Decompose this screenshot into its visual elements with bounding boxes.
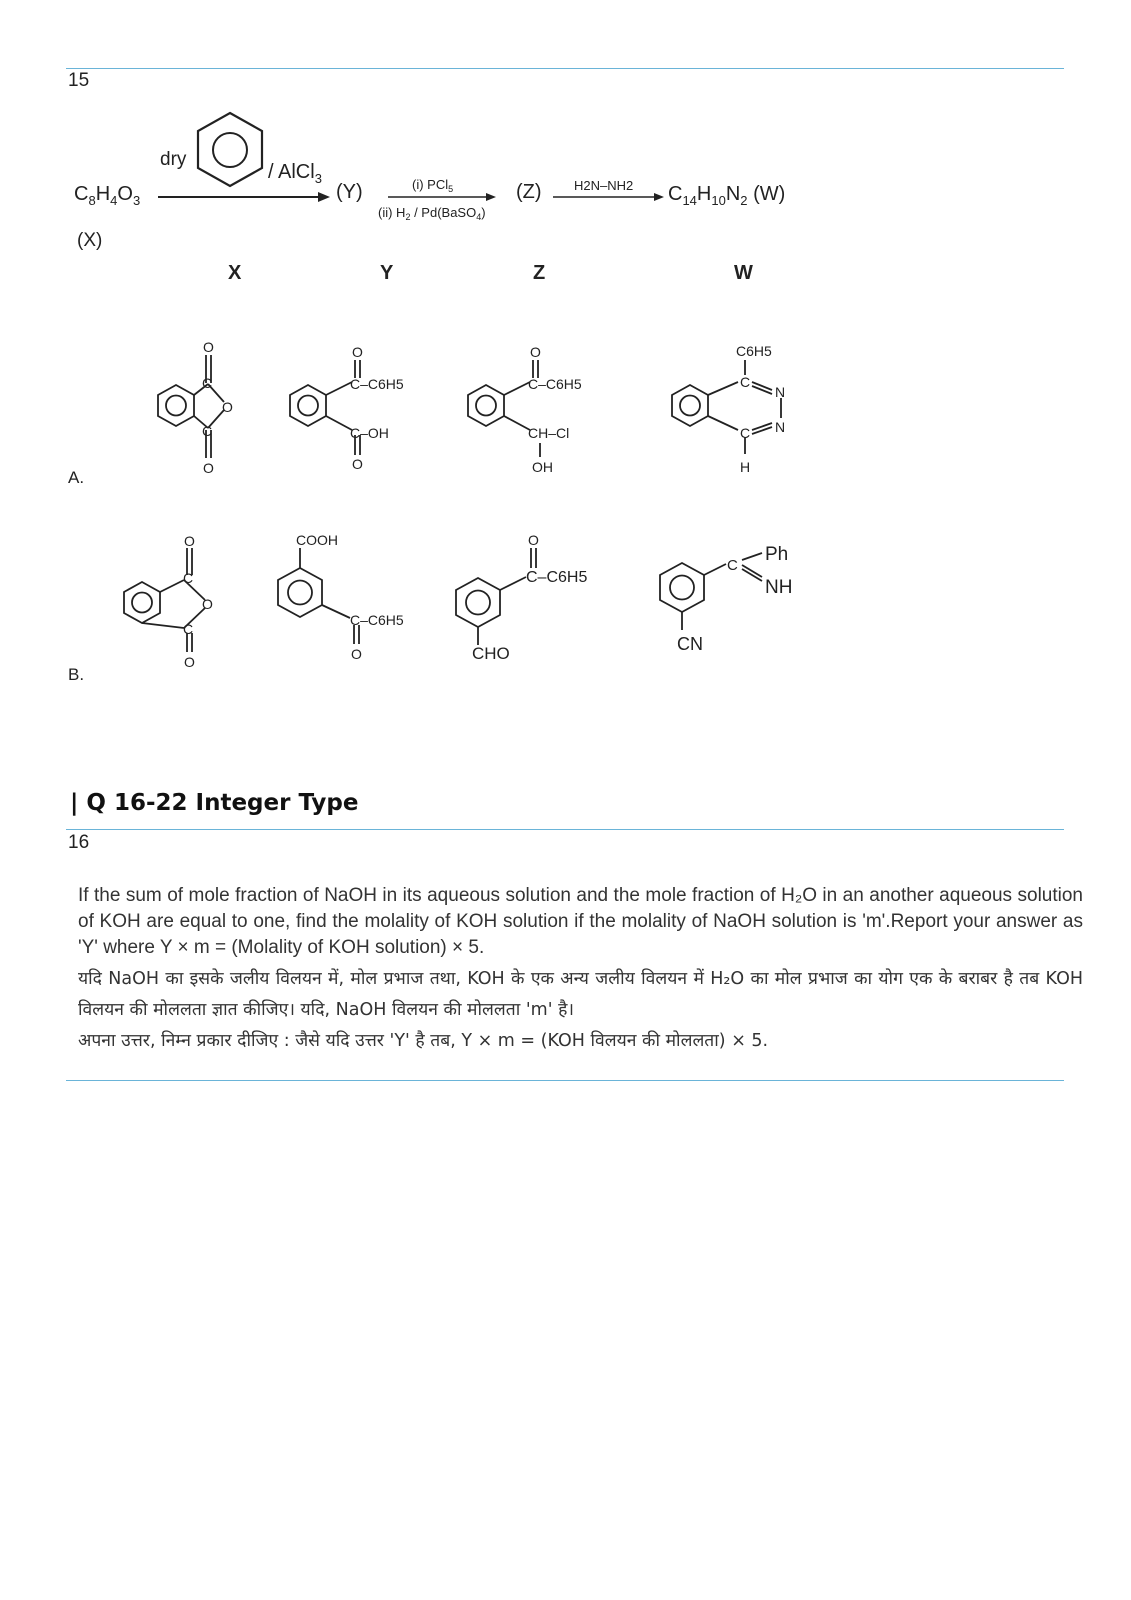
z-acyl: C–C6H5: [526, 569, 588, 586]
reactant-formula: $C_8H_4O_3$: [74, 183, 141, 208]
svg-text:O: O: [203, 460, 214, 476]
svg-text:C: C: [202, 375, 213, 391]
intermediate-z: (Z): [516, 181, 542, 203]
w-substituent-top: C6H5: [736, 343, 772, 359]
y-substituent-top: C–C6H5: [350, 376, 404, 392]
svg-text:C: C: [183, 621, 194, 637]
svg-text:O: O: [202, 596, 213, 612]
question-16-hindi-2: अपना उत्तर, निम्न प्रकार दीजिए : जैसे यदि उत्तर 'Y' है तब, Y × m = (KOH विलयन की मोललता) × 5.: [78, 1031, 769, 1051]
header-z: Z: [533, 262, 546, 284]
bottom-rule-q16: [66, 1080, 1064, 1081]
svg-text:O: O: [184, 533, 195, 549]
reaction-scheme: [0, 0, 1131, 300]
z-cho: CHO: [472, 644, 510, 663]
header-y: Y: [380, 262, 394, 284]
reagent-dry: dry: [160, 149, 187, 170]
y-acyl: C–C6H5: [350, 612, 404, 628]
option-a-label[interactable]: A.: [68, 468, 85, 487]
svg-text:NH: NH: [765, 577, 793, 598]
product-w: $C_{14}H_{10}N_2$ (W): [668, 183, 786, 208]
svg-text:C: C: [183, 570, 194, 586]
w-cn: CN: [677, 634, 703, 654]
z-substituent-bottom: OH: [532, 459, 553, 475]
header-x: X: [228, 262, 242, 284]
svg-text:N: N: [775, 384, 786, 400]
svg-text:O: O: [352, 344, 363, 360]
svg-text:C: C: [727, 557, 738, 574]
option-a-structures: [0, 320, 1131, 490]
section-title: | Q 16-22 Integer Type: [70, 790, 359, 816]
benzene-icon: [198, 113, 262, 186]
question-16-english: If the sum of mole fraction of NaOH in its aqueous solution and the mole fraction of H₂O in an another aqueous solution of KOH are equal to one, find the molality of KOH solution if the molality of NaOH solution is 'm'.Report your answer as 'Y' where Y × m = (Molality of KOH solution) × 5.: [78, 885, 1083, 958]
svg-text:Ph: Ph: [765, 544, 789, 565]
svg-text:C: C: [740, 425, 751, 441]
svg-text:H: H: [740, 459, 751, 475]
svg-text:O: O: [203, 339, 214, 355]
question-16-hindi-1: यदि NaOH का इसके जलीय विलयन में, मोल प्रभाज तथा, KOH के एक अन्य जलीय विलयन में H₂O का मोल प्रभाज का योग एक के बराबर है तब KOH विलयन की मोललता ज्ञात कीजिए। यदि, NaOH विलयन की मोललता 'm' है।: [78, 969, 1083, 1020]
question-number-16: 16: [68, 832, 90, 853]
question-number-15: 15: [68, 70, 90, 91]
svg-text:O: O: [530, 344, 541, 360]
z-substituent-top: C–C6H5: [528, 376, 582, 392]
svg-text:O: O: [184, 654, 195, 670]
step3-reagent: H2N–NH2: [574, 178, 634, 193]
svg-text:O: O: [222, 399, 233, 415]
z-substituent-mid: CH–Cl: [528, 425, 570, 441]
step2-top: (i) PCl$_5$: [412, 177, 454, 194]
option-b-structures: [0, 525, 1131, 675]
top-rule-q16: [66, 829, 1064, 830]
svg-text:O: O: [528, 532, 539, 548]
reactant-label: (X): [77, 230, 103, 251]
header-w: W: [734, 262, 753, 284]
step2-bottom: (ii) $H_2$ / Pd(BaSO$_4$): [378, 205, 486, 222]
svg-text:O: O: [351, 646, 362, 662]
option-b-label[interactable]: B.: [68, 665, 85, 684]
intermediate-y: (Y): [336, 181, 363, 203]
catalyst-alcl3: / AlCl$_3$: [268, 161, 322, 186]
svg-text:N: N: [775, 419, 786, 435]
svg-text:O: O: [352, 456, 363, 472]
y-substituent-bottom: C–OH: [350, 425, 389, 441]
question-16-body: [78, 883, 1083, 1057]
svg-text:C: C: [740, 374, 751, 390]
svg-text:C: C: [202, 423, 213, 439]
y-cooh: COOH: [296, 532, 338, 548]
